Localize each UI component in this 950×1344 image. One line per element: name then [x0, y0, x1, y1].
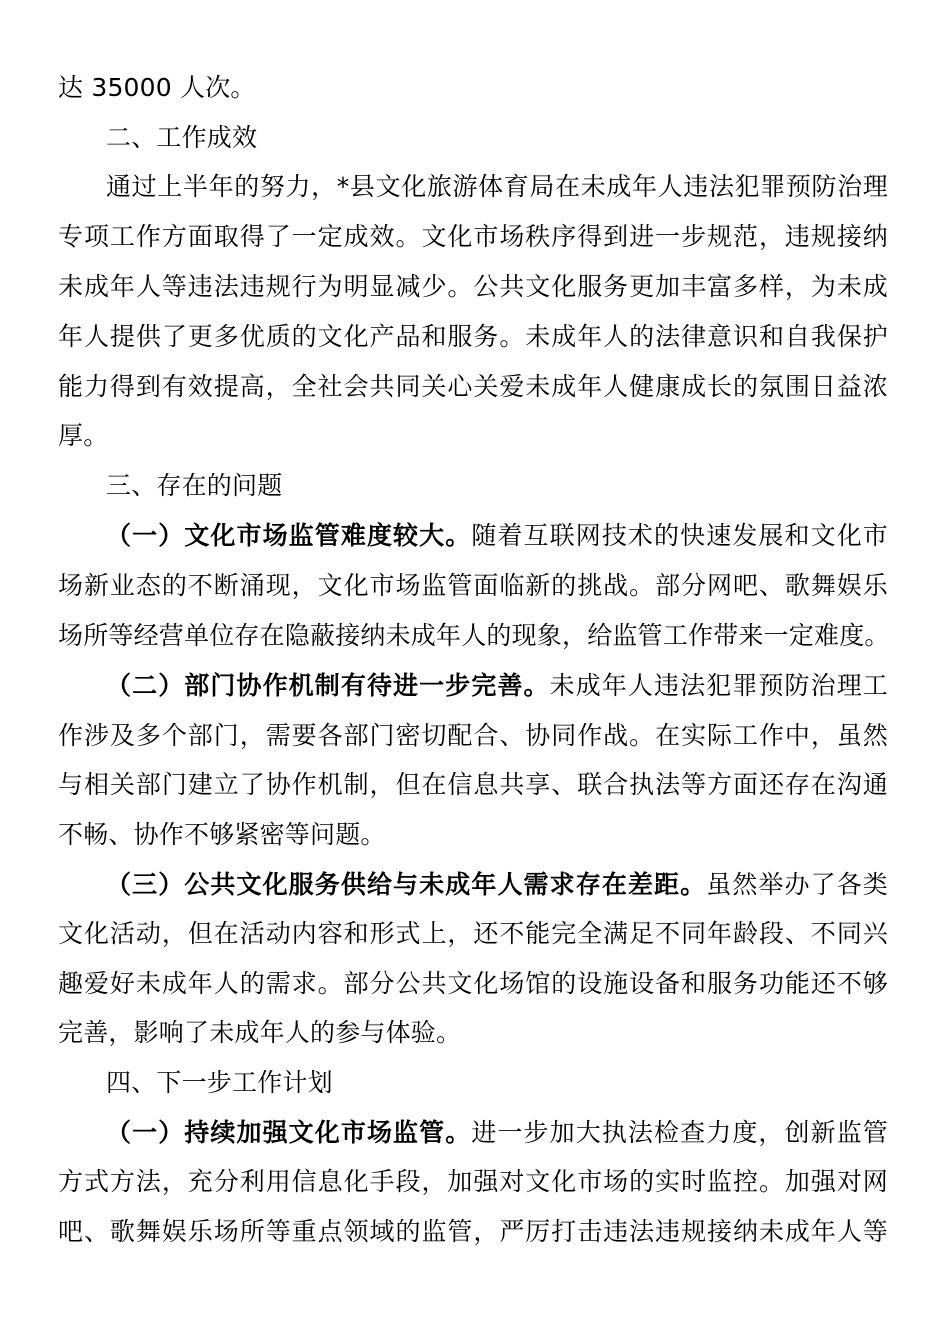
paragraph-text: 进一步加大执法检查力度，创新监管 — [471, 1118, 889, 1147]
section-heading-problems: 三、存在的问题 — [106, 471, 283, 500]
section-heading-results: 二、工作成效 — [106, 123, 258, 152]
paragraph-line: 作涉及多个部门，需要各部门密切配合、协同作战。在实际工作中，虽然 — [58, 721, 888, 750]
paragraph-line: 场新业态的不断涌现，文化市场监管面临新的挑战。部分网吧、歌舞娱乐 — [58, 571, 888, 600]
paragraph-line: 未成年人等违法违规行为明显减少。公共文化服务更加丰富多样，为未成 — [58, 272, 888, 301]
paragraph-line: 通过上半年的努力，*县文化旅游体育局在未成年人违法犯罪预防治理 — [106, 172, 888, 201]
paragraph-line: 年人提供了更多优质的文化产品和服务。未成年人的法律意识和自我保护 — [58, 322, 888, 351]
paragraph-line: 方式方法，充分利用信息化手段，加强对文化市场的实时监控。加强对网 — [58, 1167, 888, 1196]
paragraph-line: 不畅、协作不够紧密等问题。 — [58, 820, 386, 849]
subheading-market-supervision: （一）文化市场监管难度较大。 — [106, 521, 472, 550]
paragraph-line: 趣爱好未成年人的需求。部分公共文化场馆的设施设备和服务功能还不够 — [58, 969, 888, 998]
paragraph-line: 厚。 — [58, 421, 109, 450]
subheading-department-cooperation: （二）部门协作机制有待进一步完善。 — [106, 671, 550, 700]
section-heading-next-plan: 四、下一步工作计划 — [106, 1068, 333, 1097]
paragraph-text: 虽然举办了各类 — [706, 870, 888, 899]
paragraph-line: 与相关部门建立了协作机制，但在信息共享、联合执法等方面还存在沟通 — [58, 770, 888, 799]
paragraph-line: 吧、歌舞娱乐场所等重点领域的监管，严厉打击违法违规接纳未成年人等 — [58, 1217, 888, 1246]
paragraph-text: 随着互联网技术的快速发展和文化市 — [471, 521, 889, 550]
paragraph-text: 未成年人违法犯罪预防治理工 — [549, 671, 888, 700]
paragraph-line — [106, 666, 888, 706]
paragraph-line — [106, 1113, 888, 1153]
paragraph-line: 专项工作方面取得了一定成效。文化市场秩序得到进一步规范，违规接纳 — [58, 222, 888, 251]
paragraph-line: 能力得到有效提高，全社会共同关心关爱未成年人健康成长的氛围日益浓 — [58, 372, 888, 401]
paragraph-line — [106, 865, 888, 905]
paragraph-line: 文化活动，但在活动内容和形式上，还不能完全满足不同年龄段、不同兴 — [58, 919, 888, 948]
subheading-strengthen-supervision: （一）持续加强文化市场监管。 — [106, 1118, 472, 1147]
subheading-public-culture-gap: （三）公共文化服务供给与未成年人需求存在差距。 — [106, 870, 707, 899]
paragraph-line: 完善，影响了未成年人的参与体验。 — [58, 1018, 462, 1047]
paragraph-line: 场所等经营单位存在隐蔽接纳未成年人的现象，给监管工作带来一定难度。 — [58, 621, 890, 650]
paragraph-line — [106, 516, 888, 556]
paragraph-line: 达 35000 人次。 — [58, 73, 256, 102]
